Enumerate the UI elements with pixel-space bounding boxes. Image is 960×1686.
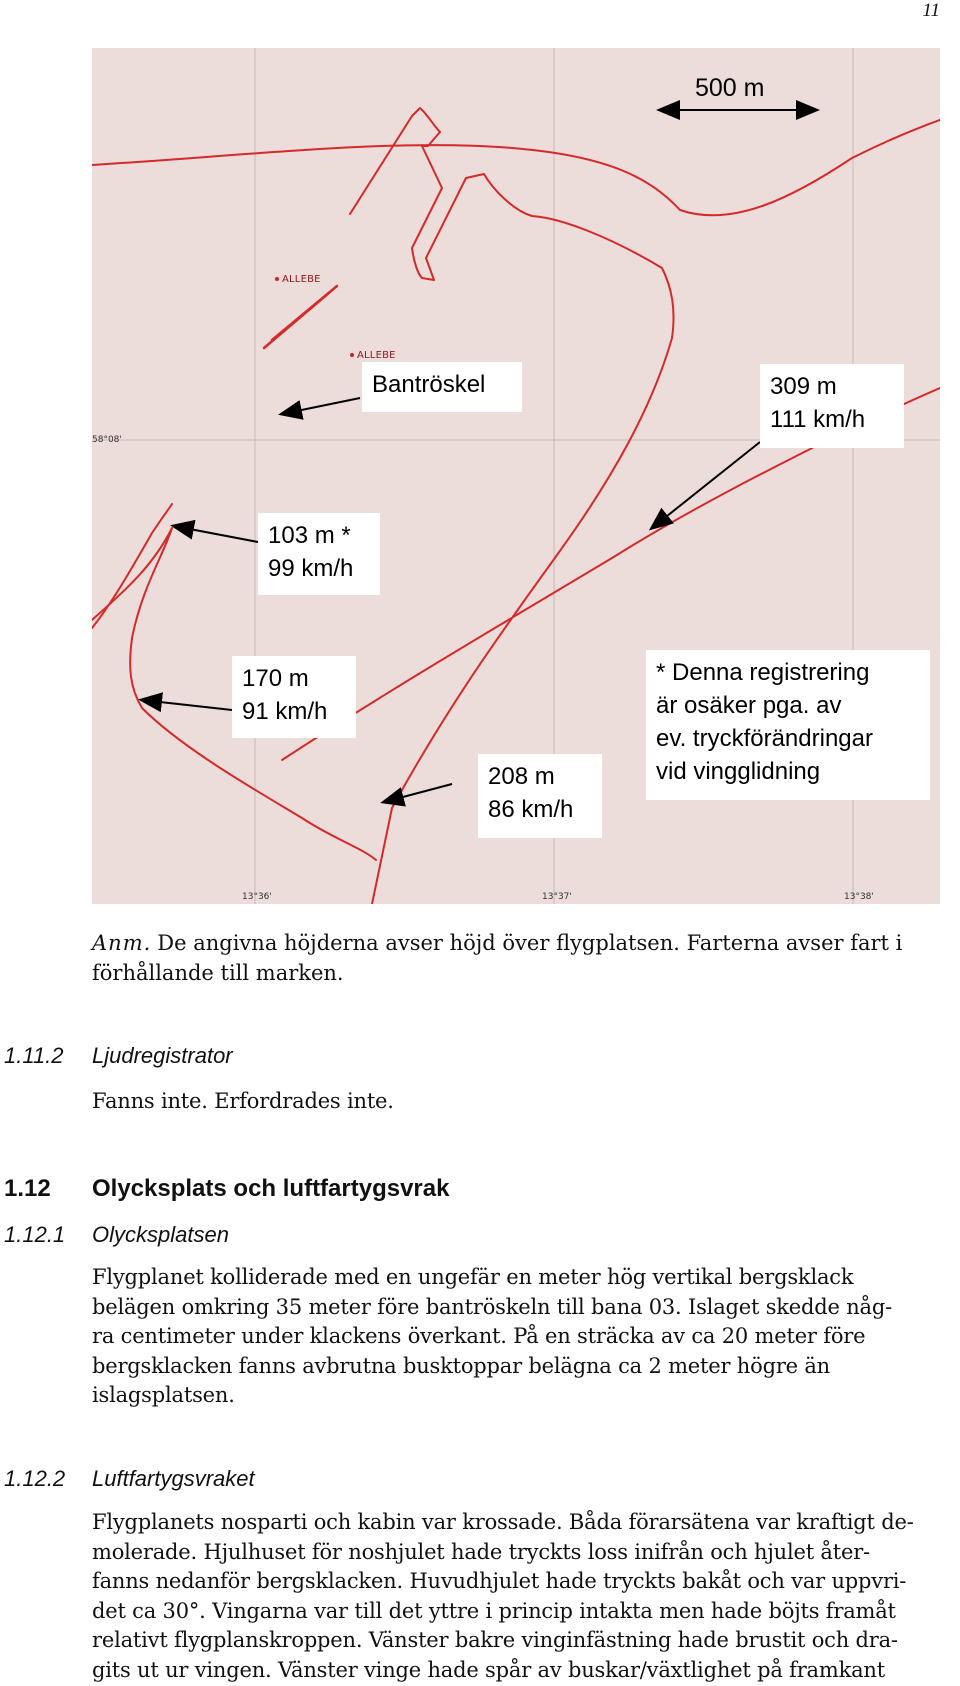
section-body-1-11-2: Fanns inte. Erfordrades inte. <box>92 1089 394 1113</box>
label-note: * Denna registrering är osäker pga. av ev. tryckförändringar vid vingglidning <box>646 650 930 800</box>
place-name: ALLEBE <box>282 274 321 285</box>
section-heading-1-12 <box>4 1175 449 1203</box>
place-marker <box>275 274 321 285</box>
section-heading-1-11-2 <box>4 1043 233 1069</box>
section-title: Olycksplatsen <box>92 1222 229 1247</box>
label-309m: 309 m 111 km/h <box>760 364 904 448</box>
latitude-tick: 58°08' <box>92 435 122 445</box>
arrow-170 <box>142 700 232 710</box>
section-number: 1.12.2 <box>4 1466 66 1491</box>
label-bantroskel: Bantröskel <box>362 362 522 412</box>
caption-text: De angivna höjderna avser höjd över flygplatsen. Farterna avser fart i förhållande till marken. <box>92 931 903 985</box>
section-heading-1-12-1 <box>4 1222 229 1248</box>
section-number: 1.12.1 <box>4 1222 66 1247</box>
arrow-208 <box>384 784 452 802</box>
section-number: 1.12 <box>4 1175 51 1202</box>
label-208m: 208 m 86 km/h <box>478 754 602 838</box>
section-title: Olycksplats och luftfartygsvrak <box>92 1175 450 1202</box>
place-dot <box>275 277 279 281</box>
longitude-tick: 13°36' <box>242 892 272 902</box>
arrow-103 <box>174 526 258 542</box>
place-name: ALLEBE <box>357 350 396 361</box>
section-number: 1.11.2 <box>4 1043 64 1068</box>
scale-label: 500 m <box>695 74 765 102</box>
page-number: 11 <box>922 0 940 21</box>
flight-track-map <box>92 48 940 904</box>
longitude-tick: 13°37' <box>542 892 572 902</box>
section-title: Ljudregistrator <box>92 1043 233 1068</box>
section-heading-1-12-2 <box>4 1466 255 1492</box>
caption-prefix: Anm. <box>92 931 152 955</box>
label-170m: 170 m 91 km/h <box>232 656 356 738</box>
label-103m: 103 m * 99 km/h <box>258 513 380 595</box>
section-title: Luftfartygsvraket <box>92 1466 255 1491</box>
longitude-tick: 13°38' <box>844 892 874 902</box>
track-runway <box>264 286 337 348</box>
arrow-bantroskel <box>282 398 360 414</box>
section-body-1-12-1: Flygplanet kolliderade med en ungefär en meter hög vertikal bergsklack belägen omkring 35 meter före bantröskeln till bana 03. Islaget skedde någ- ra centimeter under klackens överkant. På en sträcka av ca 20 meter före bergsklacken fanns avbrutna busktoppar belägna ca 2 meter högre än islagsplatsen. <box>92 1265 893 1407</box>
track-upper-line <box>92 120 940 215</box>
place-marker <box>350 350 396 361</box>
map-caption <box>92 928 942 988</box>
arrow-309 <box>652 442 760 528</box>
section-body-1-12-2: Flygplanets nosparti och kabin var krossade. Båda förarsätena var kraftigt de- molerade. Hjulhuset för noshjulet hade tryckts loss inifrån och hjulet åter- fanns nedanför bergsklacken. Huvudhjulet hade tryckts bakåt och var uppvri- det ca 30°. Vingarna var till det yttre i princip intakta men hade böjts framåt relativt flygplanskroppen. Vänster bakre vinginfästning hade brustit och dra- gits ut ur vingen. Vänster vinge hade spår av buskar/växtlighet på framkant <box>92 1510 914 1682</box>
place-dot <box>350 353 354 357</box>
